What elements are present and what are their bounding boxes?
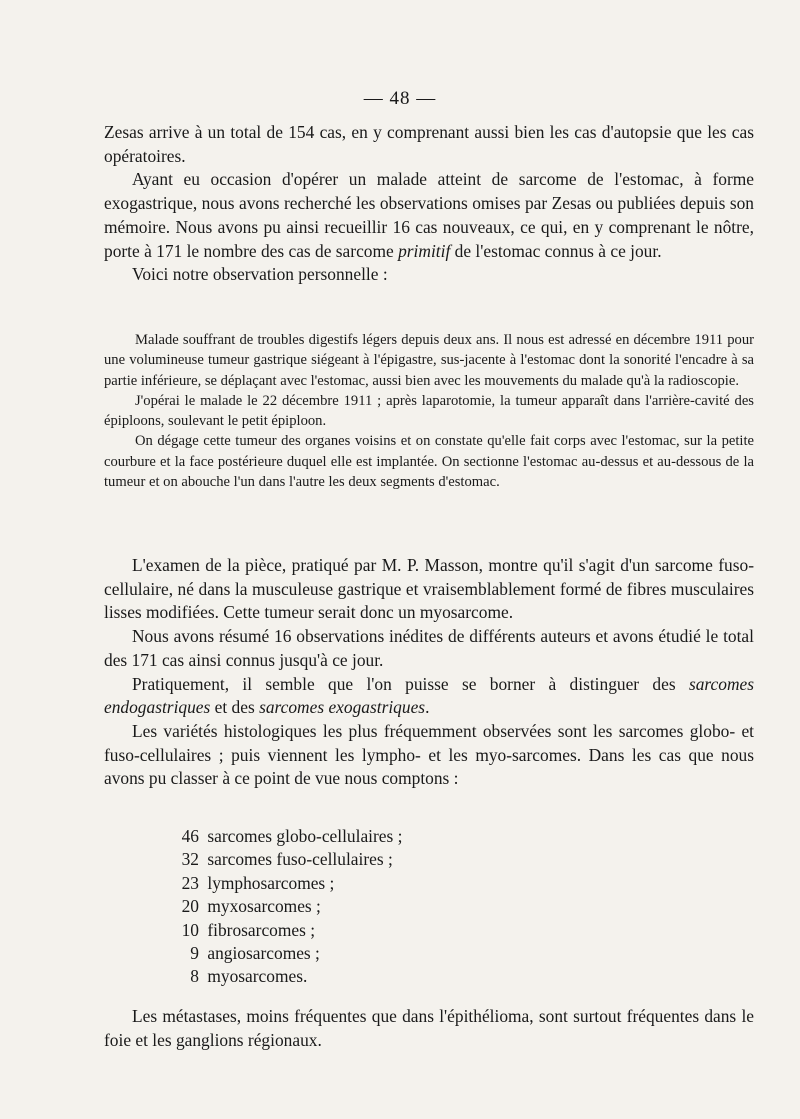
count-number: 10 <box>181 919 199 940</box>
exogastric-italic: sarcomes exogastriques <box>259 697 426 718</box>
observation-paragraph-1: Malade souffrant de troubles digestifs légers depuis deux ans. Il nous est adressé en décembre 1911 pour une volumineuse tumeur gastrique siégeant à l'épigastre, sus-jacente à l'estomac dont la sonorité l'encadre à sa partie inférieure, se déplaçant avec l'estomac, aussi bien avec les mouvements du malade qu'à la radioscopie. <box>104 332 754 389</box>
count-number: 20 <box>181 896 199 917</box>
endogastric-italic: sarcomes endogastriques <box>104 673 754 718</box>
count-row <box>173 872 402 895</box>
intro-paragraph-3: Voici notre observation personnelle : <box>132 264 388 285</box>
patient-observation <box>104 330 754 492</box>
count-row <box>173 895 402 918</box>
count-label: fibrosarcomes ; <box>207 919 316 940</box>
analysis-paragraph-3-end: . <box>425 697 430 718</box>
analysis-paragraph-3-middle: et des <box>210 697 260 718</box>
metastases-section <box>104 1005 754 1052</box>
analysis-paragraph-3-start: Pratiquement, il semble que l'on puisse se borner à distinguer des <box>132 673 689 694</box>
count-label: lymphosarcomes ; <box>207 872 335 893</box>
count-label: sarcomes globo-cellulaires ; <box>207 826 403 846</box>
intro-section <box>104 121 754 287</box>
count-label: sarcomes fuso-cellulaires ; <box>207 849 393 870</box>
count-label: myxosarcomes ; <box>207 896 321 917</box>
count-row <box>173 919 402 942</box>
count-row <box>173 965 402 988</box>
analysis-paragraph-4: Les variétés histologiques les plus fréquemment observées sont les sarcomes globo- et fuso-cellulaires ; puis viennent les lympho- et les myo-sarcomes. Dans les cas que nous avons pu classer à ce point de vue nous comptons : <box>104 720 754 789</box>
count-label: myosarcomes. <box>207 966 308 987</box>
count-number: 46 <box>181 826 199 846</box>
intro-paragraph-2-text: Ayant eu occasion d'opérer un malade atteint de sarcome de l'estomac, à forme exogastrique, nous avons recherché les observations omises par Zesas ou publiées depuis son mémoire. Nous avons pu ainsi recueillir 16 cas nouveaux, ce qui, en y comprenant le nôtre, porte à 171 le nombre des cas de sarcome <box>104 169 754 261</box>
page-number: — 48 — <box>363 88 437 109</box>
count-row <box>173 942 402 965</box>
count-number: 23 <box>181 872 199 893</box>
intro-paragraph-2 <box>104 168 754 263</box>
metastases-paragraph: Les métastases, moins fréquentes que dans l'épithélioma, sont surtout fréquentes dans le foie et les ganglions régionaux. <box>104 1006 754 1050</box>
intro-paragraph-1: Zesas arrive à un total de 154 cas, en y comprenant aussi bien les cas d'autopsie que les cas opératoires. <box>104 122 754 166</box>
sarcoma-count-list <box>173 825 402 989</box>
count-row <box>173 848 402 871</box>
primitif-italic: primitif <box>398 240 451 261</box>
count-number: 9 <box>190 943 199 964</box>
observation-paragraph-2: J'opérai le malade le 22 décembre 1911 ; après laparotomie, la tumeur apparaît dans l'arrière-cavité des épiploons, soulevant le petit épiploon. <box>104 392 754 430</box>
analysis-section <box>104 554 754 791</box>
count-label: angiosarcomes ; <box>207 943 320 964</box>
count-row <box>173 825 402 848</box>
intro-paragraph-2-end: de l'estomac connus à ce jour. <box>450 240 662 261</box>
observation-paragraph-3: On dégage cette tumeur des organes voisins et on constate qu'elle fait corps avec l'estomac, sur la petite courbure et la face postérieure duquel elle est implantée. On sectionne l'estomac au-dessus et au-dessous de la tumeur et on abouche l'un dans l'autre les deux segments d'estomac. <box>104 433 754 491</box>
count-number: 8 <box>190 966 199 987</box>
analysis-paragraph-1: L'examen de la pièce, pratiqué par M. P. Masson, montre qu'il s'agit d'un sarcome fuso-cellulaire, né dans la musculeuse gastrique et vraisemblablement formé de fibres musculaires lisses modifiées. Cette tumeur serait donc un myosarcome. <box>104 555 754 623</box>
analysis-paragraph-2: Nous avons résumé 16 observations inédites de différents auteurs et avons étudié le total des 171 cas ainsi connus jusqu'à ce jour. <box>104 626 754 670</box>
count-number: 32 <box>181 849 199 870</box>
analysis-paragraph-3 <box>104 673 754 720</box>
